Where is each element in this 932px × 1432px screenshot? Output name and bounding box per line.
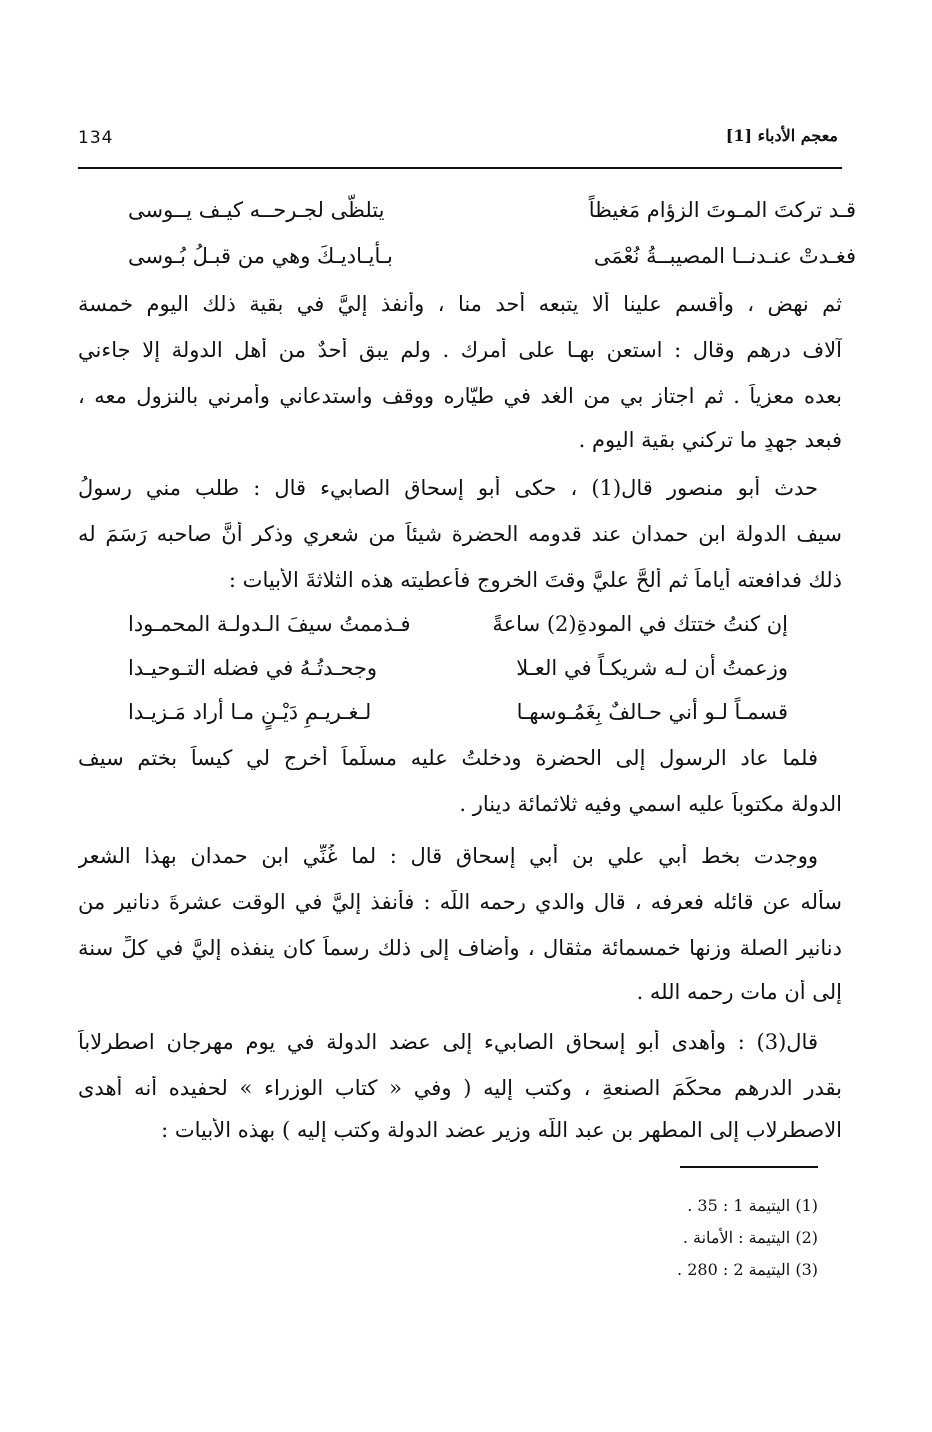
poem2-line1-first-hemistich: إن كنتُ ختتك في المودةِ(2) ساعةً (492, 612, 788, 636)
paragraph1-line: آلاف درهم وقال : استعن بهـا على أمرك . ولم يبق أحدٌ من أهل الدولة إلا جاءني (78, 338, 842, 362)
footnote-3: (3) اليتيمة 2 : 280 . (677, 1260, 818, 1279)
poem2-line2-second-hemistich: وجحـدتُـهُ في فضله التـوحيـدا (128, 656, 378, 680)
paragraph3-line: الدولة مكتوباً عليه اسمي وفيه ثلاثمائة دينار . (459, 792, 842, 816)
page-header (78, 128, 838, 158)
paragraph4-line: ووجدت بخط أبي علي بن أبي إسحاق قال : لما غُنِّي ابن حمدان بهذا الشعر (78, 844, 818, 868)
poem1-line1-second-hemistich: يتلظّى لجـرحــه كيـف يــوسى (128, 198, 385, 222)
poem2-line1-second-hemistich: فـذممتُ سيفَ الـدولـة المحمـودا (128, 612, 411, 636)
paragraph3-line: فلما عاد الرسول إلى الحضرة ودخلتُ عليه مسلّماً أخرج لي كيساً بختم سيف (78, 746, 818, 770)
footnote-rule (680, 1166, 818, 1168)
poem2-line3-first-hemistich: قسمـاً لـو أني حـالفٌ بِغَمُـوسهـا (516, 700, 788, 724)
page-number: 134 (78, 128, 114, 148)
paragraph2-line: حدث أبو منصور قال(1) ، حكى أبو إسحاق الصابيء قال : طلب مني رسولُ (78, 476, 818, 500)
paragraph5-line: قال(3) : وأهدى أبو إسحاق الصابيء إلى عضد الدولة في يوم مهرجان اصطرلاباً (78, 1030, 818, 1054)
poem1-line2-first-hemistich: فغـدتْ عنـدنــا المصيبــةُ نُعْمَى (593, 244, 856, 268)
paragraph1-line: ثم نهض ، وأقسم علينا ألا يتبعه أحد منا ، وأنفذ إليَّ في بقية ذلك اليوم خمسة (78, 292, 842, 316)
paragraph5-line: الاصطرلاب إلى المطهر بن عبد اللّه وزير عضد الدولة وكتب إليه ) بهذه الأبيات : (161, 1118, 842, 1142)
paragraph4-line: دنانير الصلة وزنها خمسمائة مثقال ، وأضاف إلى ذلك رسماً كان ينفذه إليَّ في كلِّ سنة (78, 936, 842, 960)
footnote-1: (1) اليتيمة 1 : 35 . (687, 1196, 818, 1215)
paragraph2-line: سيف الدولة ابن حمدان عند قدومه الحضرة شيئاً من شعري وذكر أنَّ صاحبه رَسَمَ له (78, 522, 842, 546)
paragraph4-line: سأله عن قائله فعرفه ، قال والدي رحمه اللّه : فأنفذ إليَّ في الوقت عشرةَ دنانير من (78, 890, 842, 914)
paragraph1-line: فبعد جهدٍ ما تركني بقية اليوم . (578, 428, 842, 452)
paragraph4-line: إلى أن مات رحمه الله . (636, 980, 842, 1004)
paragraph5-line: بقدر الدرهم محكَمَ الصنعةِ ، وكتب إليه ( وفي « كتاب الوزراء » لحفيده أنه أهدى (78, 1076, 842, 1100)
paragraph1-line: بعده معزياً . ثم اجتاز بي من الغد في طيّاره ووقف واستدعاني وأمرني بالنزول معه ، (78, 384, 842, 408)
poem2-line3-second-hemistich: لـغـريـمِ دَيْـنٍ مـا أراد مَـزيـدا (128, 700, 372, 724)
running-title: معجم الأدباء [1] (725, 126, 838, 145)
poem2-line2-first-hemistich: وزعمتُ أن لـه شريكـاً في العـلا (516, 656, 788, 680)
poem1-line1-first-hemistich: قـد تركتَ المـوتَ الزؤام مَغيظاً (588, 198, 856, 222)
header-rule (78, 167, 842, 169)
paragraph2-line: ذلك فدافعته أياماً ثم ألحَّ عليَّ وقتَ الخروج فأعطيته هذه الثلاثةَ الأبيات : (228, 568, 842, 592)
footnote-2: (2) اليتيمة : الأمانة . (682, 1228, 818, 1247)
poem1-line2-second-hemistich: بـأيـاديـكَ وهي من قبـلُ بُـوسى (128, 244, 393, 268)
